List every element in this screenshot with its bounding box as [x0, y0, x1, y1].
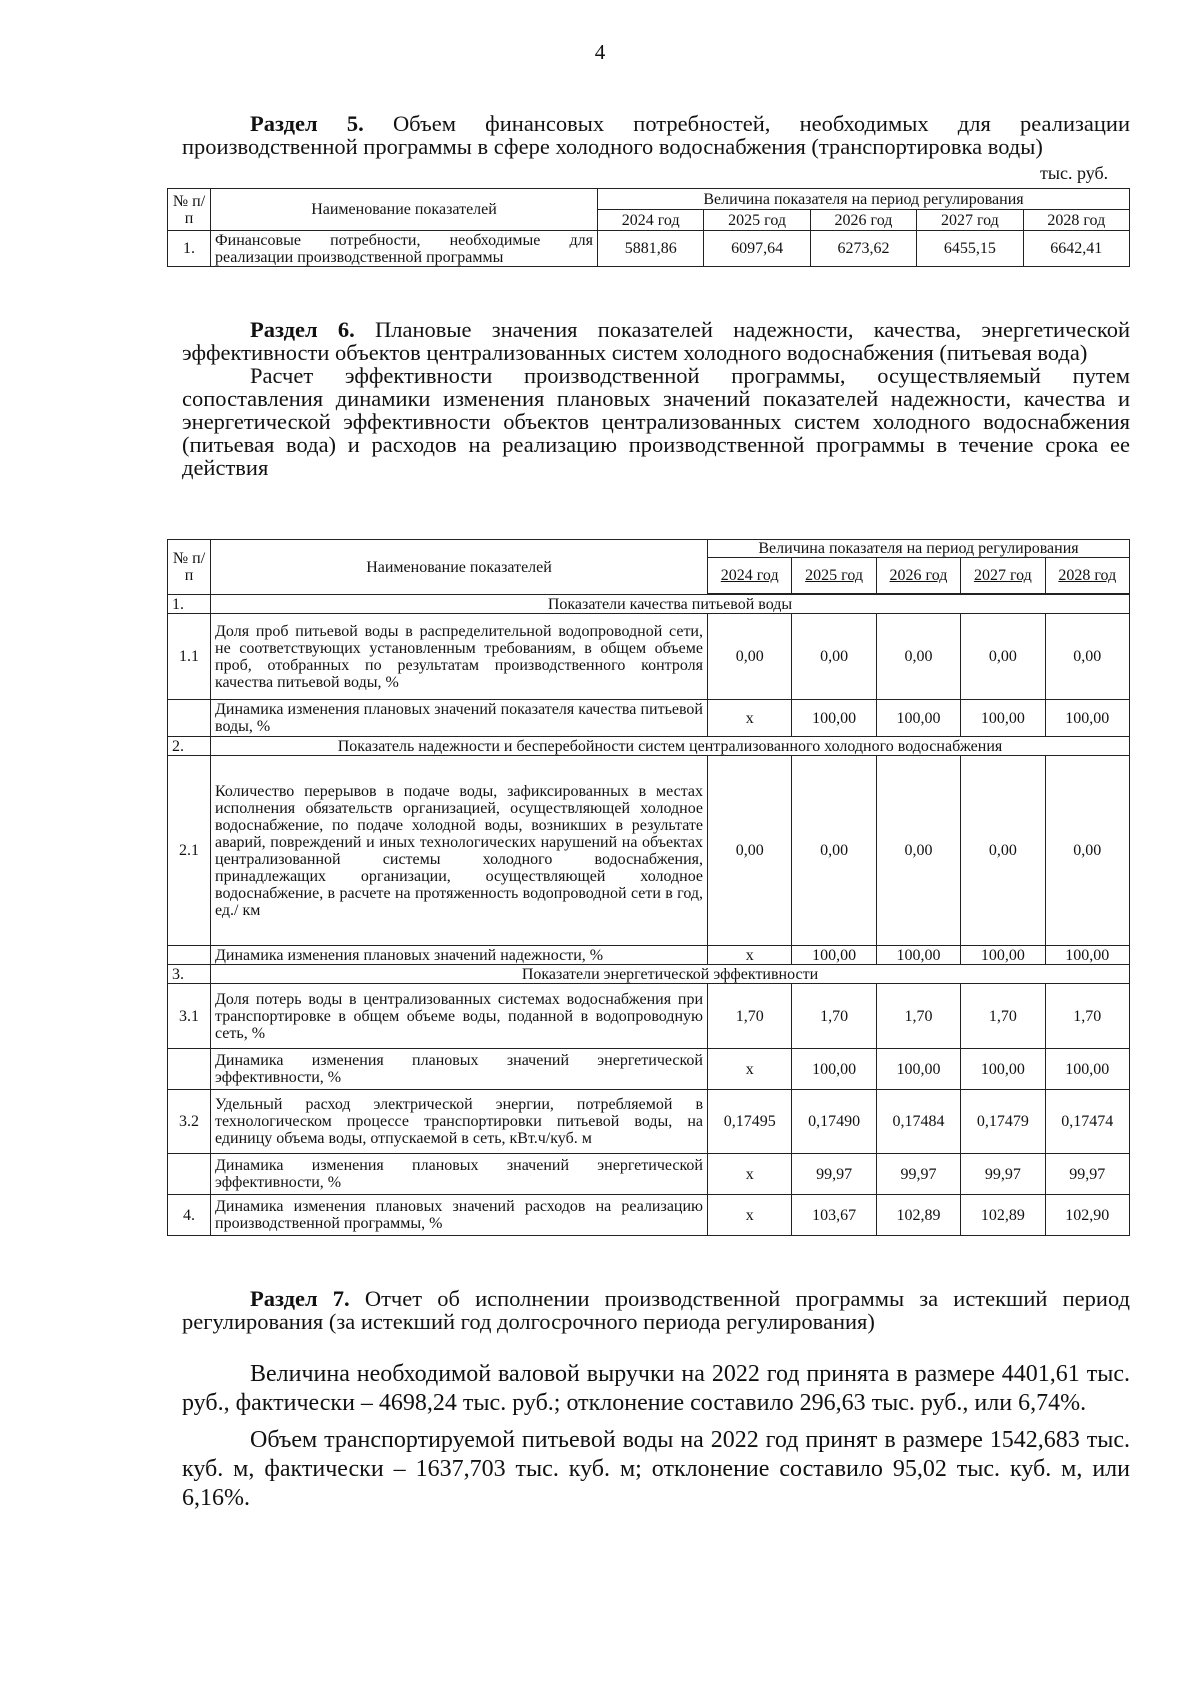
section7-para2: Объем транспортируемой питьевой воды на 2022 год принят в размере 1542,683 тыс. куб. м, фактически – 1637,703 тыс. куб. м; отклонение составило 95,02 тыс. куб. м, или 6,16%.: [182, 1427, 1130, 1511]
table-row: [168, 756, 1130, 946]
s5-year: 2025 год: [704, 210, 810, 231]
table-row: [168, 1195, 1130, 1236]
section6-intro: Расчет эффективности производственной программы, осуществляемый путем сопоставления динамики изменения плановых значений показателей надежности, качества и энергетической эффективности объектов централизованных систем холодного водоснабжения (питьевая вода) и расходов на реализацию производственной программы в течение срока ее действия: [182, 363, 1130, 480]
row-value: 0,00: [708, 614, 792, 700]
row-value: х: [708, 946, 792, 965]
group-row: [168, 965, 1130, 984]
section5-title-bold: Раздел 5.: [250, 111, 364, 136]
table-row: [168, 1154, 1130, 1195]
row-value: 100,00: [792, 946, 876, 965]
s5-head-value: Величина показателя на период регулирования: [598, 189, 1130, 210]
row-value: 0,00: [1045, 614, 1129, 700]
row-value: 103,67: [792, 1195, 876, 1236]
row-value: 0,00: [708, 756, 792, 946]
s5-year: 2028 год: [1023, 210, 1129, 231]
row-value: 1,70: [708, 984, 792, 1049]
section6-title-bold: Раздел 6.: [250, 317, 355, 342]
page-number: 4: [594, 40, 606, 64]
table-row: [168, 946, 1130, 965]
row-value: 99,97: [961, 1154, 1045, 1195]
group-title: Показатели энергетической эффективности: [211, 965, 1130, 984]
row-value: 0,00: [961, 756, 1045, 946]
section6-title-text: Плановые значения показателей надежности, качества, энергетической эффективности объектов централизованных систем холодного водоснабжения (питьевая вода): [182, 317, 1131, 365]
s6-year: 2024 год: [708, 558, 792, 594]
row-value: 102,89: [876, 1195, 960, 1236]
s6-head-name: Наименование показателей: [211, 540, 708, 595]
row-value: 100,00: [961, 700, 1045, 737]
row-value: 0,00: [876, 756, 960, 946]
row-value: 102,89: [961, 1195, 1045, 1236]
row-value: 100,00: [876, 946, 960, 965]
row-num: [168, 700, 211, 737]
row-value: 0,17495: [708, 1090, 792, 1154]
row-value: х: [708, 1154, 792, 1195]
row-value: 100,00: [961, 1049, 1045, 1090]
s6-year: 2028 год: [1045, 558, 1129, 594]
row-num: [168, 946, 211, 965]
row-value: 100,00: [876, 1049, 960, 1090]
row-value: 1,70: [961, 984, 1045, 1049]
s6-head-num: № п/ п: [168, 540, 211, 595]
section6-table: [167, 539, 1130, 1236]
row-value: 0,17479: [961, 1090, 1045, 1154]
group-row: [168, 595, 1130, 614]
row-value: 100,00: [1045, 946, 1129, 965]
row-name: Доля потерь воды в централизованных системах водоснабжения при транспортировке в общем объеме воды, поданной в водопроводную сеть, %: [211, 984, 708, 1049]
s5-head-name: Наименование показателей: [211, 189, 598, 231]
section7-title-text: Отчет об исполнении производственной программы за истекший период регулирования (за истекший год долгосрочного периода регулирования): [182, 1286, 1131, 1334]
row-name: Динамика изменения плановых значений энергетической эффективности, %: [211, 1049, 708, 1090]
row-num: 1.1: [168, 614, 211, 700]
row-value: 99,97: [876, 1154, 960, 1195]
row-value: 0,00: [792, 614, 876, 700]
row-value: х: [708, 1049, 792, 1090]
s6-head-value: Величина показателя на период регулирования: [708, 540, 1130, 558]
row-value: 6097,64: [704, 231, 810, 267]
group-title: Показатель надежности и бесперебойности систем централизованного холодного водоснабжения: [211, 737, 1130, 756]
section7-heading: [182, 1287, 1130, 1333]
s5-year: 2024 год: [598, 210, 704, 231]
row-value: 0,17490: [792, 1090, 876, 1154]
s5-head-num: № п/п: [168, 189, 211, 231]
group-num: 3.: [168, 965, 211, 984]
section7-title-bold: Раздел 7.: [250, 1286, 350, 1311]
row-value: 5881,86: [598, 231, 704, 267]
row-value: 0,00: [876, 614, 960, 700]
row-value: 6273,62: [810, 231, 916, 267]
row-value: 1,70: [792, 984, 876, 1049]
s6-year: 2027 год: [961, 558, 1045, 594]
section5-heading: [182, 112, 1130, 158]
row-value: 100,00: [792, 700, 876, 737]
table-row: [168, 1090, 1130, 1154]
row-num: [168, 1049, 211, 1090]
row-value: 6642,41: [1023, 231, 1129, 267]
section5-table: [167, 188, 1130, 267]
row-value: 100,00: [876, 700, 960, 737]
row-value: 100,00: [1045, 1049, 1129, 1090]
row-num: 1.: [168, 231, 211, 267]
row-value: 99,97: [792, 1154, 876, 1195]
row-value: х: [708, 700, 792, 737]
section5-unit: тыс. руб.: [1040, 163, 1109, 183]
row-name: Динамика изменения плановых значений надежности, %: [211, 946, 708, 965]
s6-year: 2025 год: [792, 558, 876, 594]
section7-body: [182, 1360, 1130, 1513]
row-num: [168, 1154, 211, 1195]
group-num: 2.: [168, 737, 211, 756]
section7-para1: Величина необходимой валовой выручки на 2022 год принята в размере 4401,61 тыс. руб., фактически – 4698,24 тыс. руб.; отклонение составило 296,63 тыс. руб., или 6,74%.: [182, 1361, 1130, 1416]
row-num: 4.: [168, 1195, 211, 1236]
row-value: 0,17484: [876, 1090, 960, 1154]
s5-year: 2026 год: [810, 210, 916, 231]
table-row: [168, 614, 1130, 700]
section5-title-text: Объем финансовых потребностей, необходимых для реализации производственной программы в сфере холодного водоснабжения (транспортировка воды): [182, 111, 1130, 159]
group-num: 1.: [168, 595, 211, 614]
s5-year: 2027 год: [917, 210, 1023, 231]
row-value: 100,00: [1045, 700, 1129, 737]
s6-year: 2026 год: [876, 558, 960, 594]
row-value: 99,97: [1045, 1154, 1129, 1195]
group-row: [168, 737, 1130, 756]
row-value: 0,00: [961, 614, 1045, 700]
row-value: 0,00: [1045, 756, 1129, 946]
row-value: 1,70: [876, 984, 960, 1049]
row-name: Доля проб питьевой воды в распределительной водопроводной сети, не соответствующих установленным требованиям, в общем объеме проб, отобранных по результатам производственного контроля качества питьевой воды, %: [211, 614, 708, 700]
table-row: [168, 984, 1130, 1049]
row-name: Финансовые потребности, необходимые для реализации производственной программы: [211, 231, 598, 267]
table-row: [168, 700, 1130, 737]
row-num: 3.2: [168, 1090, 211, 1154]
table-row: [168, 1049, 1130, 1090]
row-value: 102,90: [1045, 1195, 1129, 1236]
group-title: Показатели качества питьевой воды: [211, 595, 1130, 614]
row-value: 0,17474: [1045, 1090, 1129, 1154]
row-value: 1,70: [1045, 984, 1129, 1049]
row-name: Динамика изменения плановых значений показателя качества питьевой воды, %: [211, 700, 708, 737]
row-name: Динамика изменения плановых значений расходов на реализацию производственной программы, %: [211, 1195, 708, 1236]
row-name: Количество перерывов в подаче воды, зафиксированных в местах исполнения обязательств организацией, осуществляющей холодное водоснабжение, по подаче холодной воды, возникших в результате аварий, повреждений и иных технологических нарушений на объектах централизованной системы холодного водоснабжения, принадлежащих организации, осуществляющей холодное водоснабжение, в расчете на протяженность водопроводной сети в год, ед./ км: [211, 756, 708, 946]
row-name: Удельный расход электрической энергии, потребляемой в технологическом процессе транспортировки питьевой воды, на единицу объема воды, отпускаемой в сеть, кВт.ч/куб. м: [211, 1090, 708, 1154]
row-num: 2.1: [168, 756, 211, 946]
row-num: 3.1: [168, 984, 211, 1049]
row-value: 0,00: [792, 756, 876, 946]
row-value: 100,00: [792, 1049, 876, 1090]
row-value: х: [708, 1195, 792, 1236]
row-value: 6455,15: [917, 231, 1023, 267]
section6-heading: [182, 318, 1130, 479]
row-name: Динамика изменения плановых значений энергетической эффективности, %: [211, 1154, 708, 1195]
row-value: 100,00: [961, 946, 1045, 965]
table-row: [168, 231, 1130, 267]
